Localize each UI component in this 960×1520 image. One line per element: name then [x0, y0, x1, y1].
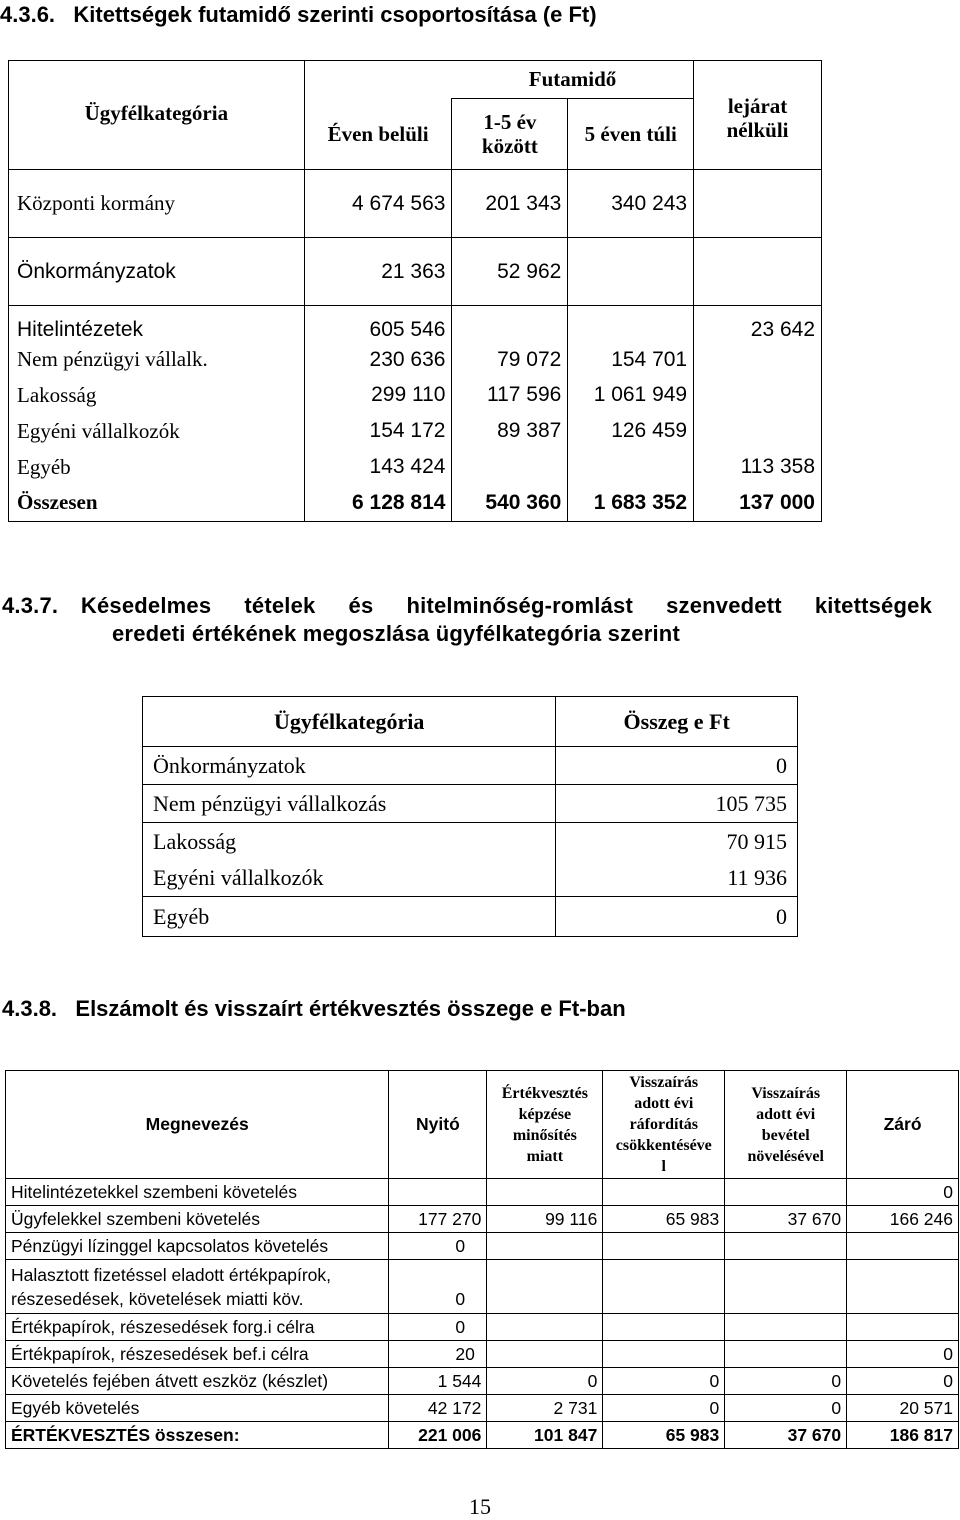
header-visszairas-bevetel: Visszaírás adott évi bevétel növelésével: [725, 1071, 847, 1179]
row-label: Ügyfelekkel szembeni követelés: [6, 1206, 389, 1233]
header-spacer: [304, 61, 452, 99]
table-row: [6, 1395, 959, 1422]
cell-visszairas-bevetel: 0: [725, 1395, 847, 1422]
total-label: Összesen: [9, 485, 305, 521]
table-row: [143, 747, 798, 785]
cell-visszairas-bevetel: [725, 1341, 847, 1368]
cell-visszairas-bevetel: 0: [725, 1368, 847, 1395]
row-label: Követelés fejében átvett eszköz (készlet): [6, 1368, 389, 1395]
cell-5-even-tuli: 126 459: [568, 413, 694, 449]
table-row: [6, 1368, 959, 1395]
cell-even-belul: 299 110: [304, 377, 452, 413]
row-value: 105 735: [556, 785, 798, 823]
row-value: 0: [556, 897, 798, 937]
page-number: 15: [469, 1494, 491, 1519]
table-row: [6, 1341, 959, 1368]
cell-even-belul: 605 546: [304, 306, 452, 343]
table-row: [6, 1260, 959, 1314]
cell-ertekvesztes: [487, 1341, 603, 1368]
total-row: [9, 485, 822, 521]
row-label: Egyéb követelés: [6, 1395, 389, 1422]
cell-5-even-tuli: 1 061 949: [568, 377, 694, 413]
row-value: 70 915: [556, 823, 798, 861]
table-row: [9, 413, 822, 449]
cell-5-even-tuli: 340 243: [568, 170, 694, 238]
cell-zaro: 20 571: [847, 1395, 959, 1422]
header-ertekvesztes-kepzese: Értékvesztés képzése minősítés miatt: [487, 1071, 603, 1179]
cell-lejarat: [694, 413, 822, 449]
cell-visszairas-raforditas: 0: [603, 1368, 725, 1395]
table-row: [9, 238, 822, 306]
cell-zaro: 0: [847, 1368, 959, 1395]
cell-visszairas-raforditas: [603, 1179, 725, 1206]
cell-visszairas-raforditas: [603, 1341, 725, 1368]
row-label: Önkormányzatok: [143, 747, 556, 785]
total-row: [6, 1422, 959, 1449]
total-label: ÉRTÉKVESZTÉS összesen:: [6, 1422, 389, 1449]
header-lejarat: lejárat nélküli: [694, 61, 822, 170]
row-label: Lakosság: [143, 823, 556, 861]
cell-lejarat: [694, 342, 822, 377]
cell-5-even-tuli: [568, 306, 694, 343]
cell-zaro: [847, 1314, 959, 1341]
section-title: Elszámolt és visszaírt értékvesztés összege e Ft-ban: [75, 996, 626, 1021]
section-title-line1: Késedelmes tételek és hitelminőség-romlást szenvedett kitettségek: [80, 593, 932, 618]
total-nyito: 221 006: [389, 1422, 487, 1449]
cell-zaro: [847, 1233, 959, 1260]
cell-lejarat: [694, 238, 822, 306]
cell-zaro: [847, 1260, 959, 1314]
header-megnevezes: Megnevezés: [6, 1071, 389, 1179]
total-lejarat: 137 000: [694, 485, 822, 521]
cell-ertekvesztes: [487, 1260, 603, 1314]
section-number: 4.3.6.: [0, 2, 56, 27]
cell-visszairas-raforditas: 0: [603, 1395, 725, 1422]
cell-nyito: 1 544: [389, 1368, 487, 1395]
header-even-belul: Éven belüli: [304, 98, 452, 169]
row-label: Értékpapírok, részesedések forg.i célra: [6, 1314, 389, 1341]
cell-visszairas-raforditas: [603, 1314, 725, 1341]
table-row: [143, 861, 798, 897]
row-label: Nem pénzügyi vállalkozás: [143, 785, 556, 823]
section-heading-4-3-7: [2, 592, 932, 648]
header-5-even-tuli: 5 éven túli: [568, 98, 694, 169]
cell-nyito: 0: [389, 1233, 487, 1260]
header-1-5-ev: 1-5 év között: [452, 98, 568, 169]
cell-nyito: 177 270: [389, 1206, 487, 1233]
row-value: 0: [556, 747, 798, 785]
header-futamido: Futamidő: [452, 61, 694, 99]
cell-ertekvesztes: [487, 1314, 603, 1341]
cell-even-belul: 143 424: [304, 449, 452, 485]
section-title-line2: eredeti értékének megoszlása ügyfélkategória szerint: [112, 621, 680, 646]
cell-1-5-ev: [452, 306, 568, 343]
cell-even-belul: 21 363: [304, 238, 452, 306]
header-category: Ügyfélkategória: [9, 61, 305, 170]
impaired-exposure-table: [142, 696, 798, 937]
total-visszairas-raforditas: 65 983: [603, 1422, 725, 1449]
total-even-belul: 6 128 814: [304, 485, 452, 521]
cell-1-5-ev: 52 962: [452, 238, 568, 306]
table-row: [143, 823, 798, 861]
cell-zaro: 0: [847, 1341, 959, 1368]
table-row: [9, 306, 822, 343]
header-amount: Összeg e Ft: [556, 697, 798, 747]
row-label: Halasztott fizetéssel eladott értékpapírok, részesedések, követelések miatti köv.: [6, 1260, 389, 1314]
header-zaro: Záró: [847, 1071, 959, 1179]
cell-ertekvesztes: [487, 1179, 603, 1206]
table-row: [9, 170, 822, 238]
cell-visszairas-bevetel: [725, 1314, 847, 1341]
row-label: Nem pénzügyi vállalk.: [9, 342, 305, 377]
row-label: Hitelintézetek: [9, 306, 305, 343]
section-number: 4.3.7.: [2, 593, 59, 618]
cell-nyito: 0: [389, 1314, 487, 1341]
cell-lejarat: 113 358: [694, 449, 822, 485]
total-1-5-ev: 540 360: [452, 485, 568, 521]
table-row: [143, 785, 798, 823]
header-nyito: Nyitó: [389, 1071, 487, 1179]
cell-5-even-tuli: [568, 449, 694, 485]
section-heading-4-3-8: [2, 996, 626, 1022]
cell-1-5-ev: 117 596: [452, 377, 568, 413]
row-label: Lakosság: [9, 377, 305, 413]
cell-zaro: 166 246: [847, 1206, 959, 1233]
cell-visszairas-bevetel: 37 670: [725, 1206, 847, 1233]
cell-nyito: 42 172: [389, 1395, 487, 1422]
maturity-table: [8, 60, 822, 522]
cell-ertekvesztes: 99 116: [487, 1206, 603, 1233]
cell-nyito: 0: [389, 1260, 487, 1314]
row-label: Önkormányzatok: [9, 238, 305, 306]
cell-zaro: 0: [847, 1179, 959, 1206]
row-label: Értékpapírok, részesedések bef.i célra: [6, 1341, 389, 1368]
total-zaro: 186 817: [847, 1422, 959, 1449]
cell-ertekvesztes: [487, 1233, 603, 1260]
cell-lejarat: [694, 170, 822, 238]
row-value: 11 936: [556, 861, 798, 897]
row-label: Egyéb: [9, 449, 305, 485]
cell-visszairas-bevetel: [725, 1233, 847, 1260]
cell-visszairas-raforditas: [603, 1260, 725, 1314]
cell-lejarat: 23 642: [694, 306, 822, 343]
cell-visszairas-raforditas: 65 983: [603, 1206, 725, 1233]
row-label: Egyéni vállalkozók: [9, 413, 305, 449]
row-label: Központi kormány: [9, 170, 305, 238]
row-label: Egyéni vállalkozók: [143, 861, 556, 897]
section-heading-4-3-6: [0, 2, 597, 28]
table-row: [6, 1179, 959, 1206]
cell-even-belul: 154 172: [304, 413, 452, 449]
row-label: Hitelintézetekkel szembeni követelés: [6, 1179, 389, 1206]
cell-ertekvesztes: 2 731: [487, 1395, 603, 1422]
section-title: Kitettségek futamidő szerinti csoportosítása (e Ft): [73, 2, 597, 27]
impairment-table: [5, 1070, 959, 1449]
table-row: [9, 449, 822, 485]
cell-even-belul: 230 636: [304, 342, 452, 377]
cell-visszairas-bevetel: [725, 1260, 847, 1314]
cell-5-even-tuli: [568, 238, 694, 306]
cell-1-5-ev: 201 343: [452, 170, 568, 238]
row-label: Pénzügyi lízinggel kapcsolatos követelés: [6, 1233, 389, 1260]
total-ertekvesztes: 101 847: [487, 1422, 603, 1449]
table-row: [6, 1206, 959, 1233]
cell-nyito: 20: [389, 1341, 487, 1368]
table-row: [9, 342, 822, 377]
table-row: [9, 377, 822, 413]
table-row: [143, 897, 798, 937]
cell-even-belul: 4 674 563: [304, 170, 452, 238]
cell-visszairas-raforditas: [603, 1233, 725, 1260]
section-number: 4.3.8.: [2, 996, 58, 1021]
table-row: [6, 1233, 959, 1260]
cell-lejarat: [694, 377, 822, 413]
total-visszairas-bevetel: 37 670: [725, 1422, 847, 1449]
cell-visszairas-bevetel: [725, 1179, 847, 1206]
header-visszairas-raforditas: Visszaírás adott évi ráfordítás csökkentéséve l: [603, 1071, 725, 1179]
cell-ertekvesztes: 0: [487, 1368, 603, 1395]
cell-1-5-ev: [452, 449, 568, 485]
cell-nyito: [389, 1179, 487, 1206]
total-5-even-tuli: 1 683 352: [568, 485, 694, 521]
cell-1-5-ev: 89 387: [452, 413, 568, 449]
cell-5-even-tuli: 154 701: [568, 342, 694, 377]
row-label: Egyéb: [143, 897, 556, 937]
cell-1-5-ev: 79 072: [452, 342, 568, 377]
table-row: [6, 1314, 959, 1341]
header-category: Ügyfélkategória: [143, 697, 556, 747]
